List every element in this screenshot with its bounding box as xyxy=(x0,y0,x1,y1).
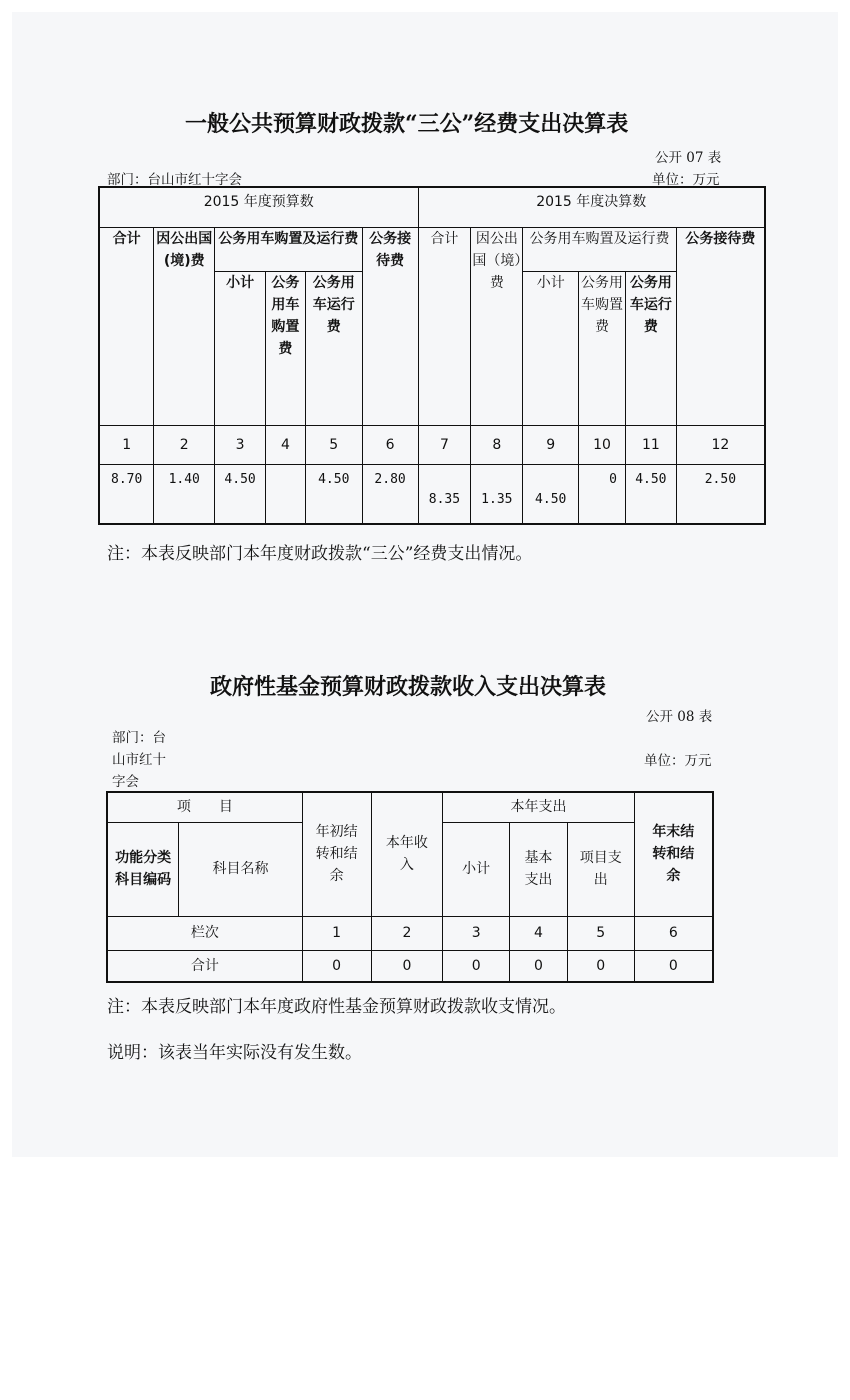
colnum-7: 7 xyxy=(418,425,471,464)
department-line: 山市红十 xyxy=(112,752,166,768)
val-budget-car-buy xyxy=(266,464,306,524)
h-income: 本年收入 xyxy=(371,792,443,916)
colnum-8: 8 xyxy=(471,425,523,464)
h-opening: 年初结转和结余 xyxy=(302,792,371,916)
h-item: 项 目 xyxy=(107,792,302,822)
colnum-9: 9 xyxy=(523,425,579,464)
val-final-abroad: 1.35 xyxy=(471,464,523,524)
h-final-car-group: 公务用车购置及运行费 xyxy=(523,227,677,271)
h-budget-abroad: 因公出国(境)费 xyxy=(154,227,215,425)
row-total-3: 0 xyxy=(443,950,510,982)
val-final-total: 8.35 xyxy=(418,464,471,524)
h-budget-reception: 公务接待费 xyxy=(362,227,418,425)
table07-title: 一般公共预算财政拨款“三公”经费支出决算表 xyxy=(185,111,629,137)
val-budget-abroad: 1.40 xyxy=(154,464,215,524)
row-index-1: 1 xyxy=(302,916,371,950)
colnum-1: 1 xyxy=(99,425,154,464)
group-budget-header: 2015 年度预算数 xyxy=(99,187,418,227)
h-final-car-run: 公务用车运行费 xyxy=(625,271,676,425)
val-final-car-buy: 0 xyxy=(579,464,626,524)
row-total-6: 0 xyxy=(634,950,713,982)
row-index-5: 5 xyxy=(567,916,634,950)
row-total-label: 合计 xyxy=(107,950,302,982)
table08-code: 公开 08 表 xyxy=(646,709,713,725)
department-line: 部门：台 xyxy=(112,730,166,746)
table08-explain: 说明：该表当年实际没有发生数。 xyxy=(107,1043,362,1063)
h-basic: 基本支出 xyxy=(510,822,568,916)
row-index-3: 3 xyxy=(443,916,510,950)
val-budget-total: 8.70 xyxy=(99,464,154,524)
colnum-5: 5 xyxy=(305,425,362,464)
row-index-2: 2 xyxy=(371,916,443,950)
colnum-3: 3 xyxy=(215,425,266,464)
table08-grid xyxy=(106,791,714,983)
group-final-header: 2015 年度决算数 xyxy=(418,187,765,227)
h-budget-car-buy: 公务用车购置费 xyxy=(266,271,306,425)
row-index-label: 栏次 xyxy=(107,916,302,950)
h-project: 项目支出 xyxy=(567,822,634,916)
val-final-car-subtotal: 4.50 xyxy=(523,464,579,524)
val-budget-car-run: 4.50 xyxy=(305,464,362,524)
h-subject-name: 科目名称 xyxy=(179,822,302,916)
h-final-total: 合计 xyxy=(418,227,471,425)
h-closing: 年末结转和结余 xyxy=(634,792,713,916)
table07-unit: 单位：万元 xyxy=(652,172,720,188)
h-expense-group: 本年支出 xyxy=(443,792,634,822)
h-final-reception: 公务接待费 xyxy=(676,227,765,425)
department-line: 字会 xyxy=(112,774,139,790)
table08-unit: 单位：万元 xyxy=(644,753,712,769)
table08-title: 政府性基金预算财政拨款收入支出决算表 xyxy=(210,674,607,700)
val-final-reception: 2.50 xyxy=(676,464,765,524)
table07-code: 公开 07 表 xyxy=(655,150,722,166)
val-final-car-run: 4.50 xyxy=(625,464,676,524)
colnum-11: 11 xyxy=(625,425,676,464)
h-final-abroad: 因公出国（境）费 xyxy=(471,227,523,425)
table07-department: 部门：台山市红十字会 xyxy=(107,172,242,188)
h-subtotal: 小计 xyxy=(443,822,510,916)
h-final-subtotal: 小计 xyxy=(523,271,579,425)
colnum-4: 4 xyxy=(266,425,306,464)
row-total-1: 0 xyxy=(302,950,371,982)
colnum-10: 10 xyxy=(579,425,626,464)
h-budget-total: 合计 xyxy=(99,227,154,425)
table08-department xyxy=(112,727,166,793)
h-budget-car-group: 公务用车购置及运行费 xyxy=(215,227,363,271)
colnum-6: 6 xyxy=(362,425,418,464)
colnum-12: 12 xyxy=(676,425,765,464)
table07-note: 注：本表反映部门本年度财政拨款“三公”经费支出情况。 xyxy=(107,544,533,564)
val-budget-reception: 2.80 xyxy=(362,464,418,524)
colnum-2: 2 xyxy=(154,425,215,464)
row-total-5: 0 xyxy=(567,950,634,982)
h-budget-car-run: 公务用车运行费 xyxy=(305,271,362,425)
h-budget-subtotal: 小计 xyxy=(215,271,266,425)
row-index-6: 6 xyxy=(634,916,713,950)
table07-grid xyxy=(98,186,766,525)
row-total-4: 0 xyxy=(510,950,568,982)
row-index-4: 4 xyxy=(510,916,568,950)
row-total-2: 0 xyxy=(371,950,443,982)
table08-note: 注：本表反映部门本年度政府性基金预算财政拨款收支情况。 xyxy=(107,997,566,1017)
h-final-car-buy: 公务用车购置费 xyxy=(579,271,626,425)
val-budget-car-subtotal: 4.50 xyxy=(215,464,266,524)
h-func-code: 功能分类科目编码 xyxy=(107,822,179,916)
